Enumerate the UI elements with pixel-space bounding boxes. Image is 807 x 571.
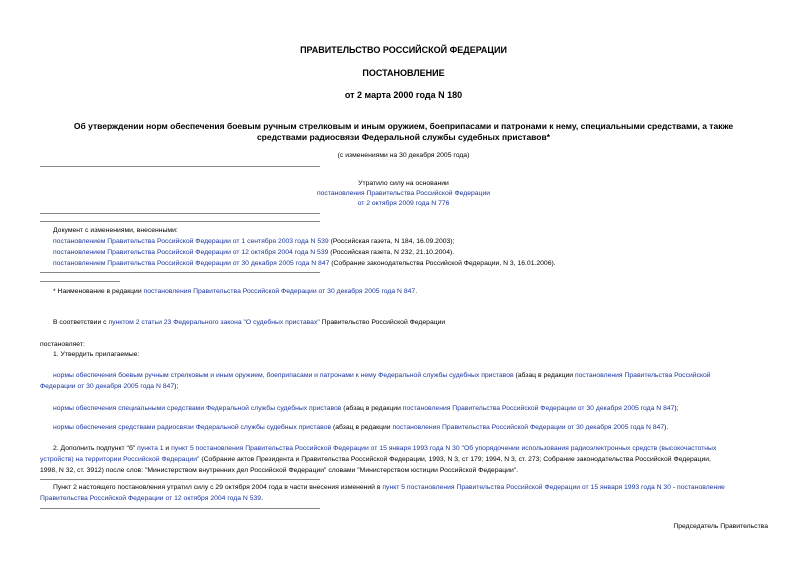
amended-link[interactable]: постановлением Правительства Российской Федерации от 30 декабря 2005 года N 847 [53, 260, 330, 267]
norm-1 [40, 370, 768, 392]
note-end: . [261, 495, 263, 502]
decree-link[interactable]: постановление [677, 484, 725, 491]
changes-note: (с изменениями на 30 декабря 2005 года) [337, 152, 470, 159]
decree-link-cont[interactable]: устройств) на территории Российской Федерации" [40, 456, 200, 463]
norm-end: ); [674, 405, 679, 412]
amended-source: (Собрание законодательства Российской Федерации, N 3, 16.01.2006). [329, 260, 556, 267]
paragraph-link[interactable]: пункта 1 [137, 445, 164, 452]
document-date: от 2 марта 2000 года N 180 [344, 90, 463, 100]
footnote-text: * Наименование в редакции [53, 288, 144, 295]
decree-link[interactable]: пункт 5 постановления Правительства Российской Федерации от 15 января 1993 года N 30 "Об упорядочении использования радиоэлектронных средств (высокочастотных [171, 445, 717, 452]
item-2-text: 2. Дополнить подпункт "б" [53, 445, 138, 452]
divider [40, 221, 320, 222]
item-2-text: и [163, 445, 172, 452]
government-heading: ПРАВИТЕЛЬСТВО РОССИЙСКОЙ ФЕДЕРАЦИИ [300, 45, 507, 55]
edition-link-cont[interactable]: Федерации от 30 декабря 2005 года N 847 [40, 383, 175, 390]
amended-item [53, 258, 556, 270]
lost-force-line1: Утратило силу на основании [358, 180, 449, 187]
norm-note: (абзац в редакции [341, 405, 403, 412]
norm-note: (абзац в редакции [513, 372, 575, 379]
preamble-text: В соответствии с [53, 319, 109, 326]
preamble-text-end: Правительство Российской Федерации [319, 319, 446, 326]
item-2-text: 1998, N 32, ст. 3912) после слов: "Министерством внутренних дел Российской Федерации" словами "Министерством юстиции Российской Федерации". [40, 467, 519, 474]
item-2-text: (Собрание актов Президента и Правительства Российской Федерации, 1993, N 3, ст 179; 1994, N 3, ст. 273; Собрание законодательства Российской Федерации, [199, 456, 711, 463]
document-title-line1: Об утверждении норм обеспечения боевым ручным стрелковым и иным оружием, боеприпасами и патронами к нему, специальными средствами, а также [73, 121, 734, 131]
preamble [53, 317, 445, 329]
divider [40, 508, 320, 509]
lost-force-link[interactable]: постановления Правительства Российской Федерации [316, 190, 491, 197]
norm-link[interactable]: нормы обеспечения боевым ручным стрелковым и иным оружием, боеприпасами и патронами к нему Федеральной службы судебных приставов [53, 372, 514, 379]
edition-link[interactable]: постановления Правительства Российской Федерации от 30 декабря 2005 года N 847 [392, 424, 665, 431]
footnote-link[interactable]: постановления Правительства Российской Федерации от 30 декабря 2005 года N 847 [143, 288, 416, 295]
norm-2 [53, 403, 679, 415]
divider [40, 166, 320, 167]
signature: Председатель Правительства [673, 523, 768, 530]
norm-note: (абзац в редакции [331, 424, 393, 431]
amended-link[interactable]: постановлением Правительства Российской Федерации от 1 сентября 2003 года N 539 [53, 238, 329, 245]
amended-link[interactable]: постановлением Правительства Российской Федерации от 12 октября 2004 года N 539 [53, 249, 329, 256]
divider [40, 479, 320, 480]
paragraph-2-note [40, 482, 768, 504]
decree-link[interactable]: пункт 5 постановления Правительства Российской Федерации от 15 января 1993 года N 30 [382, 484, 671, 491]
edition-link[interactable]: постановления Правительства Российской [574, 372, 711, 379]
note-text: Пункт 2 настоящего постановления утратил силу с 29 октября 2004 года в части внесения изменений в [53, 484, 383, 491]
footnote [53, 286, 417, 298]
norm-3 [53, 422, 668, 434]
divider [40, 272, 320, 273]
lost-force-date-link[interactable]: от 2 октября 2009 года N 776 [357, 200, 450, 207]
footnote-end: . [415, 288, 418, 295]
resolves: постановляет: [40, 341, 85, 348]
divider [40, 213, 320, 214]
norm-link[interactable]: нормы обеспечения средствами радиосвязи Федеральной службы судебных приставов [53, 424, 332, 431]
norm-link[interactable]: нормы обеспечения специальными средствами Федеральной службы судебных приставов [53, 405, 342, 412]
item-2 [40, 443, 768, 476]
amended-intro: Документ с изменениями, внесенными: [53, 227, 178, 234]
edition-link[interactable]: постановления Правительства Российской Федерации от 30 декабря 2005 года N 847 [402, 405, 675, 412]
document-title-line2: средствами радиосвязи Федеральной службы судебных приставов* [256, 132, 551, 142]
norm-end: ). [664, 424, 669, 431]
norm-end: ); [174, 383, 179, 390]
decree-link-cont[interactable]: Правительства Российской Федерации от 12 октября 2004 года N 539 [40, 495, 262, 502]
item-1: 1. Утвердить прилагаемые: [53, 351, 140, 358]
amended-source: (Российская газета, N 232, 21.10.2004). [328, 249, 455, 256]
footnote-divider [40, 281, 120, 282]
document-type: ПОСТАНОВЛЕНИЕ [362, 68, 445, 78]
amended-source: (Российская газета, N 184, 16.09.2003); [328, 238, 455, 245]
law-link[interactable]: пунктом 2 статьи 23 Федерального закона "О судебных приставах" [108, 319, 320, 326]
note-text: - [670, 484, 678, 491]
